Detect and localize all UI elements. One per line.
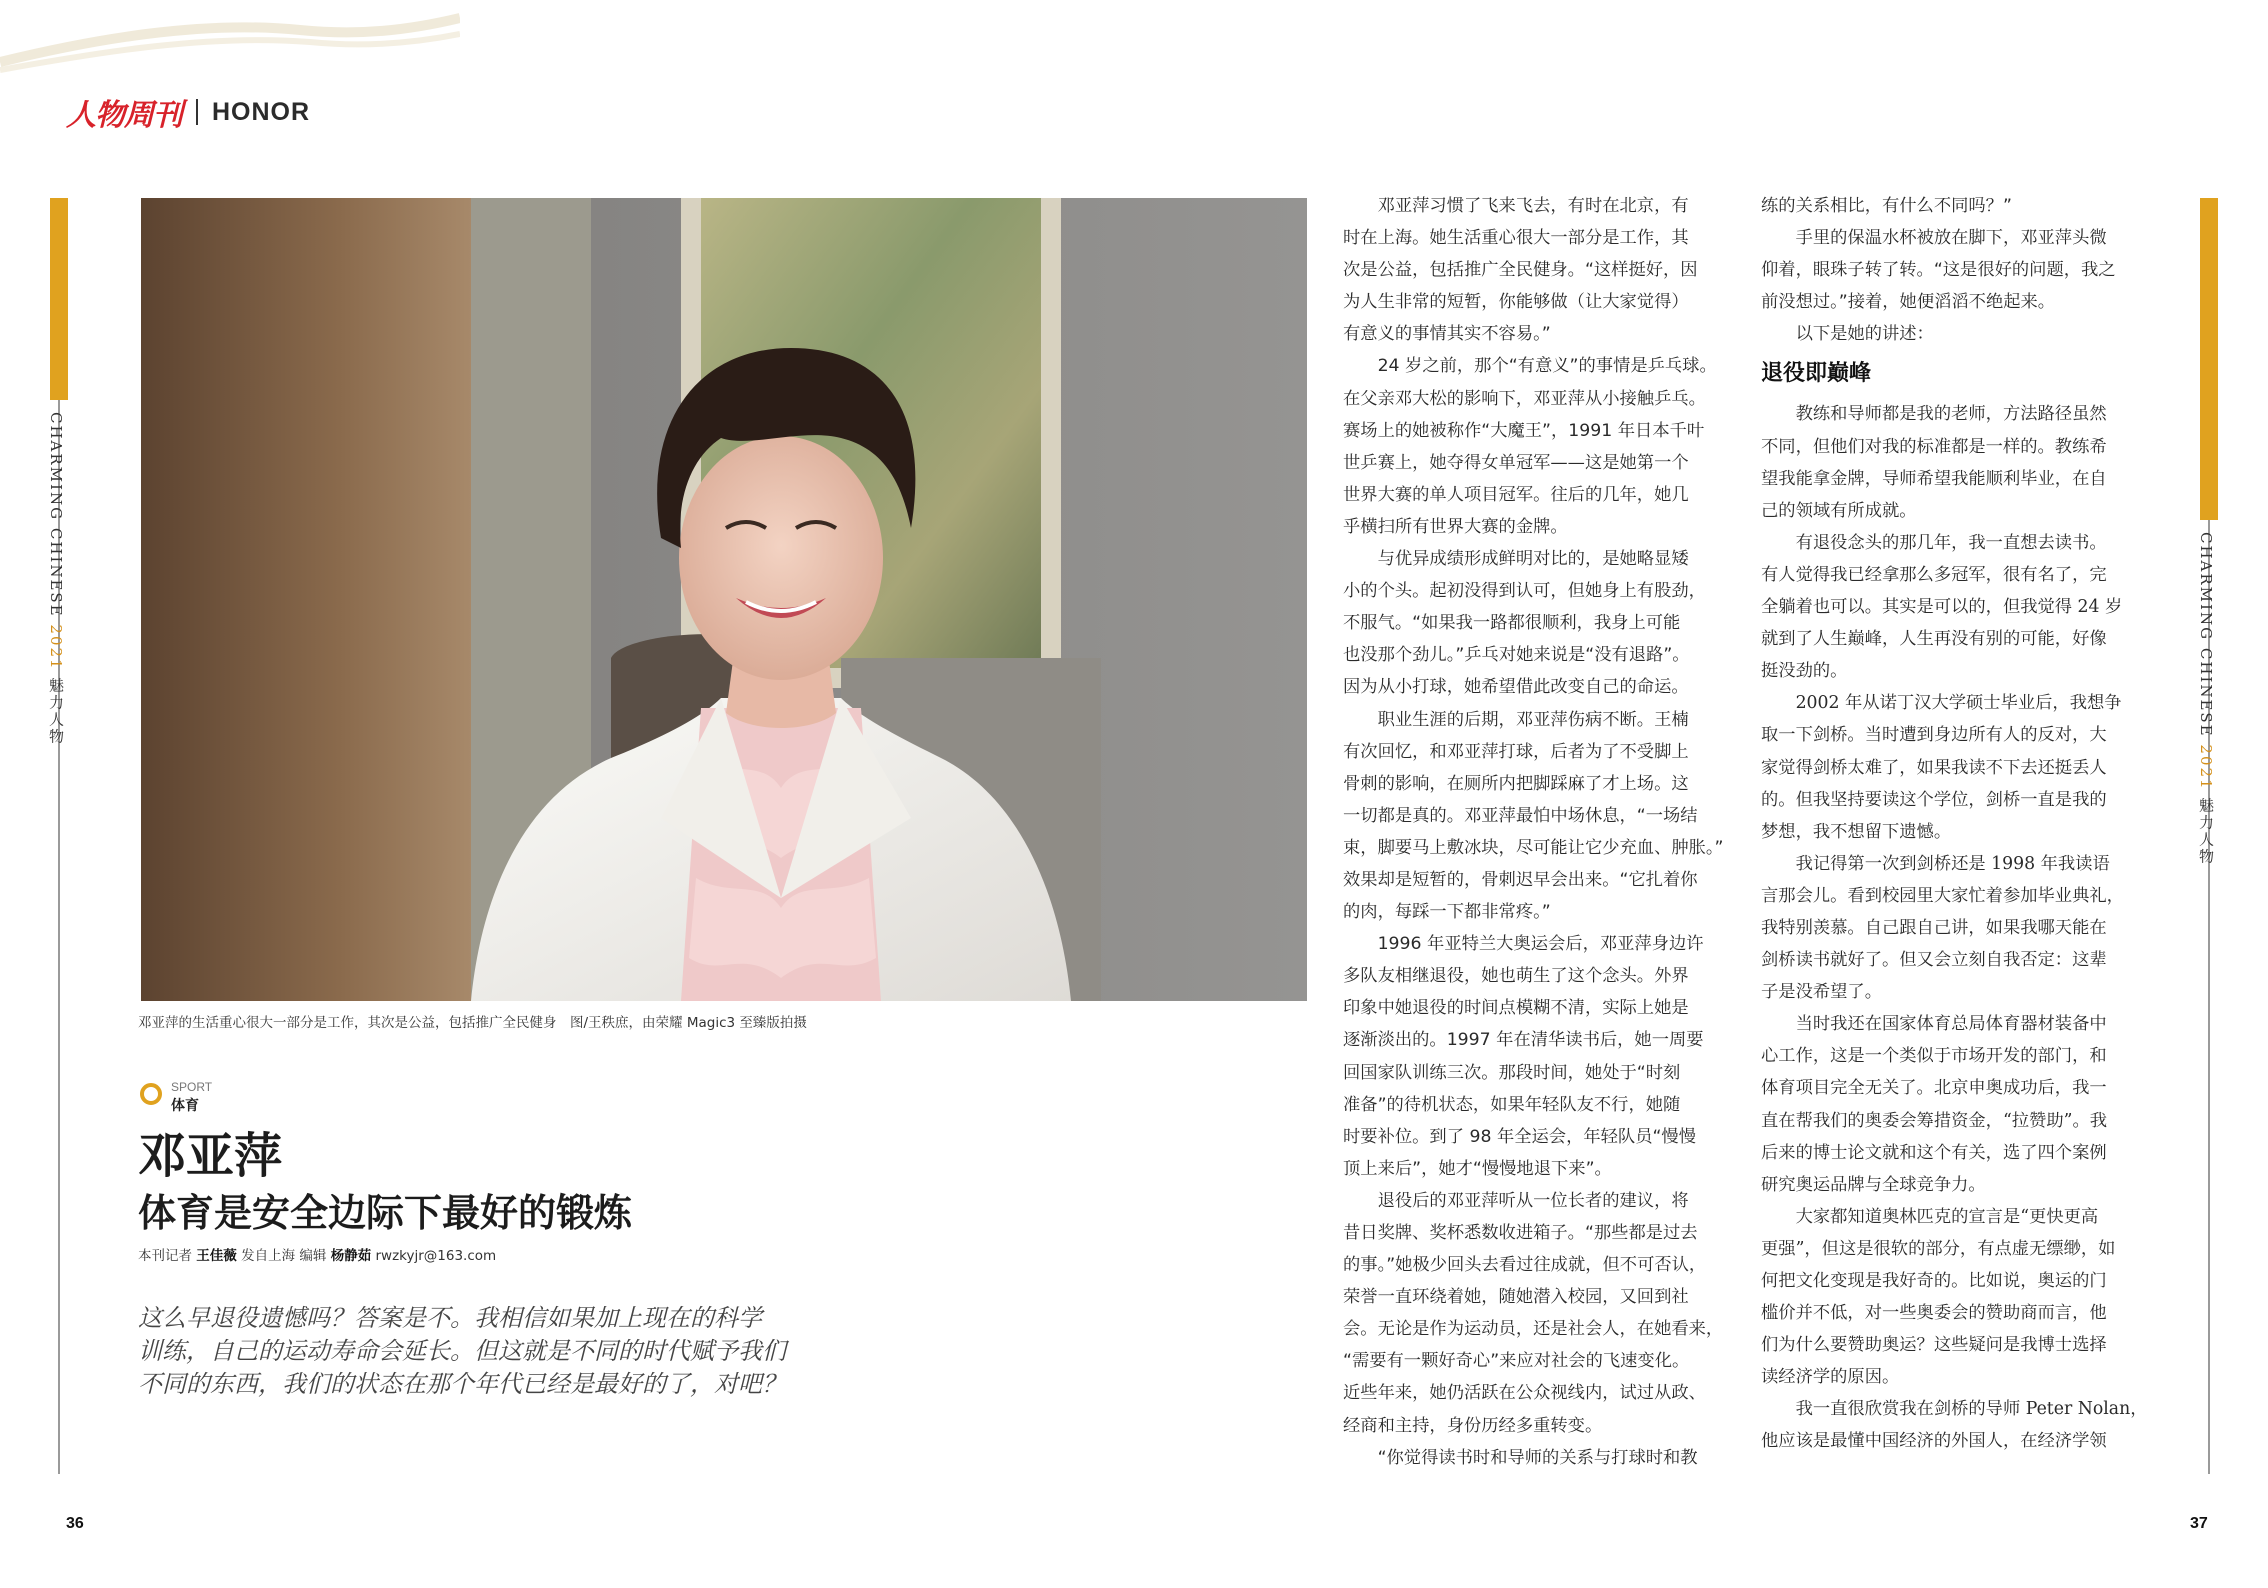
text-line: 顶上来后”，她才“慢慢地退下来”。 [1343, 1158, 1612, 1179]
text-line: 与优异成绩形成鲜明对比的，是她略显矮 [1343, 549, 1689, 570]
decorative-swoosh [0, 0, 460, 80]
text-line: 言那会儿。看到校园里大家忙着参加毕业典礼， [1761, 885, 2124, 906]
text-line: 经商和主持，身份历经多重转变。 [1343, 1415, 1603, 1436]
text-line: 望我能拿金牌，导师希望我能顺利毕业，在自 [1761, 468, 2107, 489]
text-line: 不服气。“如果我一路都很顺利，我身上可能 [1343, 613, 1681, 634]
portrait-photo [141, 198, 1307, 1001]
text-line: 取一下剑桥。当时遭到身边所有人的反对，大 [1761, 725, 2107, 746]
text-line: 印象中她退役的时间点模糊不清，实际上她是 [1343, 998, 1689, 1019]
text-line: 束，脚要马上敷冰块，尽可能让它少充血、肿胀。” [1343, 837, 1724, 858]
masthead [66, 92, 310, 132]
text-line: 我一直很欣赏我在剑桥的导师 Peter Nolan， [1761, 1399, 2148, 1420]
text-line: 梦想，我不想留下遗憾。 [1761, 821, 1952, 842]
text-line: 体育项目完全无关了。北京申奥成功后，我一 [1761, 1078, 2107, 1099]
text-line: 手里的保温水杯被放在脚下，邓亚萍头微 [1761, 228, 2107, 249]
text-line: 直在帮我们的奥委会筹措资金，“拉赞助”。我 [1761, 1110, 2108, 1131]
text-line: 效果却是短暂的，骨刺迟早会出来。“它扎着你 [1343, 869, 1698, 890]
text-line: 剑桥读书就好了。但又会立刻自我否定：这辈 [1761, 950, 2107, 971]
text-line: 读经济学的原因。 [1761, 1367, 1900, 1388]
body-column-1 [1343, 190, 1724, 1474]
text-line: 邓亚萍习惯了飞来飞去，有时在北京，有 [1343, 196, 1689, 216]
section-name: HONOR [212, 97, 311, 126]
column-2-narrative [1761, 398, 2148, 1457]
page-number-right: 37 [2190, 1515, 2208, 1532]
left-side-label: CHARMING CHINESE 2021 魅力人物 [47, 412, 65, 746]
lede-quote [138, 1302, 798, 1401]
sport-tag-en: SPORT [171, 1080, 213, 1094]
text-line: 职业生涯的后期，邓亚萍伤病不断。王楠 [1343, 709, 1689, 730]
text-line: 己的领域有所成就。 [1761, 500, 1917, 521]
text-line: 多队友相继退役，她也萌生了这个念头。外界 [1343, 966, 1689, 987]
text-line: 骨刺的影响，在厕所内把脚踩麻了才上场。这 [1343, 773, 1689, 794]
text-line: 后来的博士论文就和这个有关，选了四个案例 [1761, 1142, 2107, 1163]
text-line: 槛价并不低，对一些奥委会的赞助商而言，他 [1761, 1303, 2107, 1324]
text-line: 有次回忆，和邓亚萍打球，后者为了不受脚上 [1343, 741, 1689, 762]
text-line: 乎横扫所有世界大赛的金牌。 [1343, 516, 1568, 537]
masthead-divider [196, 99, 198, 125]
text-line: 有意义的事情其实不容易。” [1343, 324, 1551, 345]
text-line: 以下是她的讲述： [1761, 324, 1934, 345]
text-line: 准备”的待机状态，如果年轻队友不行，她随 [1343, 1094, 1681, 1115]
text-line: 时要补位。到了 98 年全运会，年轻队员“慢慢 [1343, 1126, 1696, 1147]
text-line: 在父亲邓大松的影响下，邓亚萍从小接触乒乓。 [1343, 388, 1706, 409]
text-line: 挺没劲的。 [1761, 661, 1848, 682]
magazine-logo: 人物周刊 [66, 98, 182, 133]
text-line: 次是公益，包括推广全民健身。“这样挺好，因 [1343, 260, 1698, 281]
text-line: 为人生非常的短暂，你能够做（让大家觉得） [1343, 292, 1689, 313]
text-line: 当时我还在国家体育总局体育器材装备中 [1761, 1014, 2107, 1035]
text-line: 世乒赛上，她夺得女单冠军——这是她第一个 [1343, 452, 1689, 473]
text-line: 他应该是最懂中国经济的外国人，在经济学领 [1761, 1431, 2107, 1452]
text-line: 一切都是真的。邓亚萍最怕中场休息，“一场结 [1343, 805, 1698, 826]
text-line: 家觉得剑桥太难了，如果我读不下去还挺丢人 [1761, 757, 2107, 778]
text-line: 小的个头。起初没得到认可，但她身上有股劲， [1343, 581, 1706, 602]
article-name: 邓亚萍 [138, 1128, 283, 1184]
text-line: “你觉得读书时和导师的关系与打球时和教 [1343, 1447, 1698, 1468]
text-line: 全躺着也可以。其实是可以的，但我觉得 24 岁 [1761, 597, 2123, 618]
left-gold-bar [50, 198, 68, 400]
text-line: 因为从小打球，她希望借此改变自己的命运。 [1343, 677, 1689, 698]
article-subtitle: 体育是安全边际下最好的锻炼 [138, 1190, 633, 1235]
text-line: 时在上海。她生活重心很大一部分是工作，其 [1343, 228, 1689, 249]
sport-tag-icon [140, 1083, 162, 1105]
column-2-intro [1761, 190, 2137, 350]
text-line: 赛场上的她被称作“大魔王”，1991 年日本千叶 [1343, 420, 1705, 441]
text-line: 的肉，每踩一下都非常疼。” [1343, 902, 1551, 923]
right-side-label: CHARMING CHINESE 2021 魅力人物 [2197, 532, 2215, 866]
text-line: 不同，但他们对我的标准都是一样的。教练希 [1761, 436, 2107, 457]
text-line: 昔日奖牌、奖杯悉数收进箱子。“那些都是过去 [1343, 1223, 1698, 1243]
text-line: 我记得第一次到剑桥还是 1998 年我读语 [1761, 853, 2110, 874]
text-line: 们为什么要赞助奥运？这些疑问是我博士选择 [1761, 1335, 2107, 1356]
text-line: 的。但我坚持要读这个学位，剑桥一直是我的 [1761, 789, 2107, 810]
photo-caption: 邓亚萍的生活重心很大一部分是工作，其次是公益，包括推广全民健身 图/王秩庶，由荣耀 Magic3 至臻版拍摄 [138, 1015, 807, 1031]
text-line: 荣誉一直环绕着她，随她潜入校园，又回到社 [1343, 1287, 1689, 1308]
lede-line: 训练，自己的运动寿命会延长。但这就是不同的时代赋予我们 [138, 1337, 786, 1365]
text-line: 更强”，但这是很软的部分，有点虚无缥缈，如 [1761, 1238, 2116, 1259]
text-line: 回国家队训练三次。那段时间，她处于“时刻 [1343, 1062, 1681, 1083]
text-line: 何把文化变现是我好奇的。比如说，奥运的门 [1761, 1271, 2107, 1291]
lede-line: 这么早退役遗憾吗？答案是不。我相信如果加上现在的科学 [138, 1304, 762, 1332]
page-number-left: 36 [66, 1515, 84, 1532]
byline: 本刊记者 王佳薇 发自上海 编辑 杨静茹 rwzkyjr@163.com [138, 1248, 497, 1264]
text-line: 退役后的邓亚萍听从一位长者的建议，将 [1343, 1190, 1689, 1211]
text-line: 我特别羡慕。自己跟自己讲，如果我哪天能在 [1761, 917, 2107, 938]
text-line: 1996 年亚特兰大奥运会后，邓亚萍身边许 [1343, 934, 1704, 955]
text-line: “需要有一颗好奇心”来应对社会的飞速变化。 [1343, 1351, 1690, 1372]
sport-tag-cn: 体育 [171, 1098, 199, 1114]
text-line: 也没那个劲儿。”乒乓对她来说是“没有退路”。 [1343, 645, 1690, 666]
text-line: 有退役念头的那几年，我一直想去读书。 [1761, 532, 2107, 553]
text-line: 就到了人生巅峰，人生再没有别的可能，好像 [1761, 629, 2107, 650]
text-line: 的事。”她极少回头去看过往成就，但不可否认， [1343, 1255, 1707, 1276]
text-line: 有人觉得我已经拿那么多冠军，很有名了，完 [1761, 564, 2107, 585]
text-line: 大家都知道奥林匹克的宣言是“更快更高 [1761, 1206, 2099, 1227]
text-line: 世界大赛的单人项目冠军。往后的几年，她几 [1343, 484, 1689, 505]
text-line: 逐渐淡出的。1997 年在清华读书后，她一周要 [1343, 1030, 1704, 1051]
text-line: 前没想过。”接着，她便滔滔不绝起来。 [1761, 292, 2056, 313]
text-line: 练的关系相比，有什么不同吗？” [1761, 196, 2012, 216]
text-line: 研究奥运品牌与全球竞争力。 [1761, 1174, 1986, 1195]
text-line: 会。无论是作为运动员，还是社会人，在她看来， [1343, 1319, 1724, 1340]
right-gold-bar [2200, 198, 2218, 520]
lede-line: 不同的东西，我们的状态在那个年代已经是最好的了，对吧？ [138, 1370, 786, 1398]
text-line: 子是没希望了。 [1761, 982, 1882, 1003]
body-column-2 [1761, 190, 2148, 1458]
text-line: 近些年来，她仍活跃在公众视线内，试过从政、 [1343, 1383, 1706, 1404]
section-heading: 退役即巅峰 [1761, 360, 1872, 387]
text-line: 心工作，这是一个类似于市场开发的部门，和 [1761, 1046, 2107, 1067]
text-line: 2002 年从诺丁汉大学硕士毕业后，我想争 [1761, 693, 2122, 714]
text-line: 教练和导师都是我的老师，方法路径虽然 [1761, 404, 2107, 425]
text-line: 仰着，眼珠子转了转。“这是很好的问题，我之 [1761, 260, 2116, 281]
text-line: 24 岁之前，那个“有意义”的事情是乒乓球。 [1343, 356, 1717, 377]
